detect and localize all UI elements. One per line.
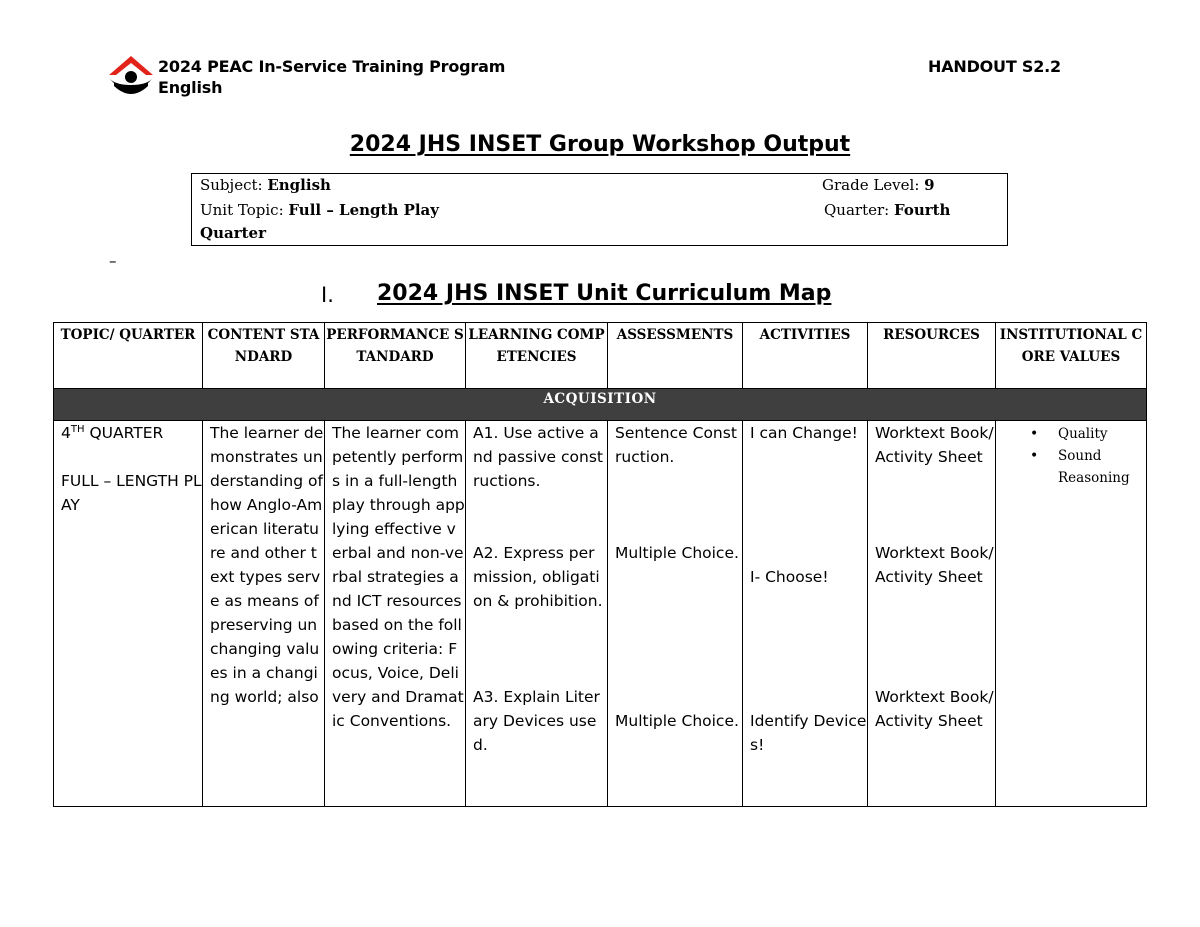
column-header-content-standard: CONTENT STANDARD [203, 323, 325, 389]
header-program-title: 2024 PEAC In-Service Training Program [158, 57, 506, 76]
quarter-label: Quarter: [824, 201, 890, 219]
subject-line [200, 176, 331, 194]
topic-cell [54, 421, 203, 807]
content-standard-cell: The learner demonstrates understanding of how Anglo-American literature and other text types serve as means of preserving unchanging values in a changing world; also [203, 421, 325, 807]
stage-bar-row [54, 389, 1147, 421]
list-item: • Quality [996, 423, 1146, 445]
grade-value: 9 [924, 176, 935, 194]
activity-item: I can Change! [750, 424, 858, 442]
core-values-list [996, 423, 1146, 489]
quarter-value: Fourth [893, 201, 951, 219]
unit-topic-continuation: Quarter [200, 224, 266, 242]
activities-cell [743, 421, 868, 807]
resource-item: Worktext Book/Activity Sheet [875, 424, 994, 466]
assessment-item: Multiple Choice. [615, 712, 739, 730]
section-numeral: I. [321, 283, 334, 307]
column-header-core-values: INSTITUTIONAL CORE VALUES [996, 323, 1147, 389]
document-title: 2024 JHS INSET Group Workshop Output [349, 132, 851, 157]
activity-item: I- Choose! [750, 568, 829, 586]
unit-topic-value: Full – Length Play [288, 201, 439, 219]
acquisition-bar: ACQUISITION [54, 389, 1147, 421]
peac-logo-icon [108, 55, 154, 101]
activity-item: Identify Devices! [750, 712, 867, 754]
column-header-resources: RESOURCES [868, 323, 996, 389]
competency-item: A2. Express permission, obligation & prohibition. [473, 544, 603, 610]
curriculum-map-table [53, 322, 1147, 807]
core-values-cell [996, 421, 1147, 807]
info-box [191, 173, 1008, 246]
subject-value: English [267, 176, 331, 194]
competency-item: A1. Use active and passive constructions. [473, 424, 604, 490]
subject-label: Subject: [200, 176, 263, 194]
assessment-item: Multiple Choice. [615, 544, 739, 562]
column-header-activities: ACTIVITIES [743, 323, 868, 389]
header-handout-code: HANDOUT S2.2 [928, 57, 1061, 76]
table-header-row [54, 323, 1147, 389]
column-header-topic: TOPIC/ QUARTER [54, 323, 203, 389]
competencies-cell [466, 421, 608, 807]
resource-item: Worktext Book/Activity Sheet [875, 688, 994, 730]
list-item: • Sound Reasoning [996, 445, 1146, 489]
section-title: 2024 JHS INSET Unit Curriculum Map [377, 281, 832, 306]
resource-item: Worktext Book/Activity Sheet [875, 544, 994, 586]
stray-dash: – [109, 252, 117, 270]
table-row [54, 421, 1147, 807]
quarter-text: 4TH QUARTER [61, 423, 164, 442]
performance-standard-cell: The learner competently performs in a full-length play through applying effective verbal and non-verbal strategies and ICT resources based on the following criteria: Focus, Voice, Delivery and Dramatic Conventions. [325, 421, 466, 807]
competency-item: A3. Explain Literary Devices used. [473, 688, 600, 754]
column-header-performance-standard: PERFORMANCE STANDARD [325, 323, 466, 389]
column-header-learning-competencies: LEARNING COMPETENCIES [466, 323, 608, 389]
column-header-assessments: ASSESSMENTS [608, 323, 743, 389]
grade-label: Grade Level: [822, 176, 920, 194]
unit-topic-label: Unit Topic: [200, 201, 284, 219]
quarter-line [824, 201, 950, 219]
topic-name: FULL – LENGTH PLAY [61, 472, 202, 514]
assessments-cell [608, 421, 743, 807]
resources-cell [868, 421, 996, 807]
assessment-item: Sentence Construction. [615, 424, 737, 466]
unit-topic-line [200, 201, 439, 219]
header-subject: English [158, 78, 223, 97]
grade-line [822, 176, 935, 194]
